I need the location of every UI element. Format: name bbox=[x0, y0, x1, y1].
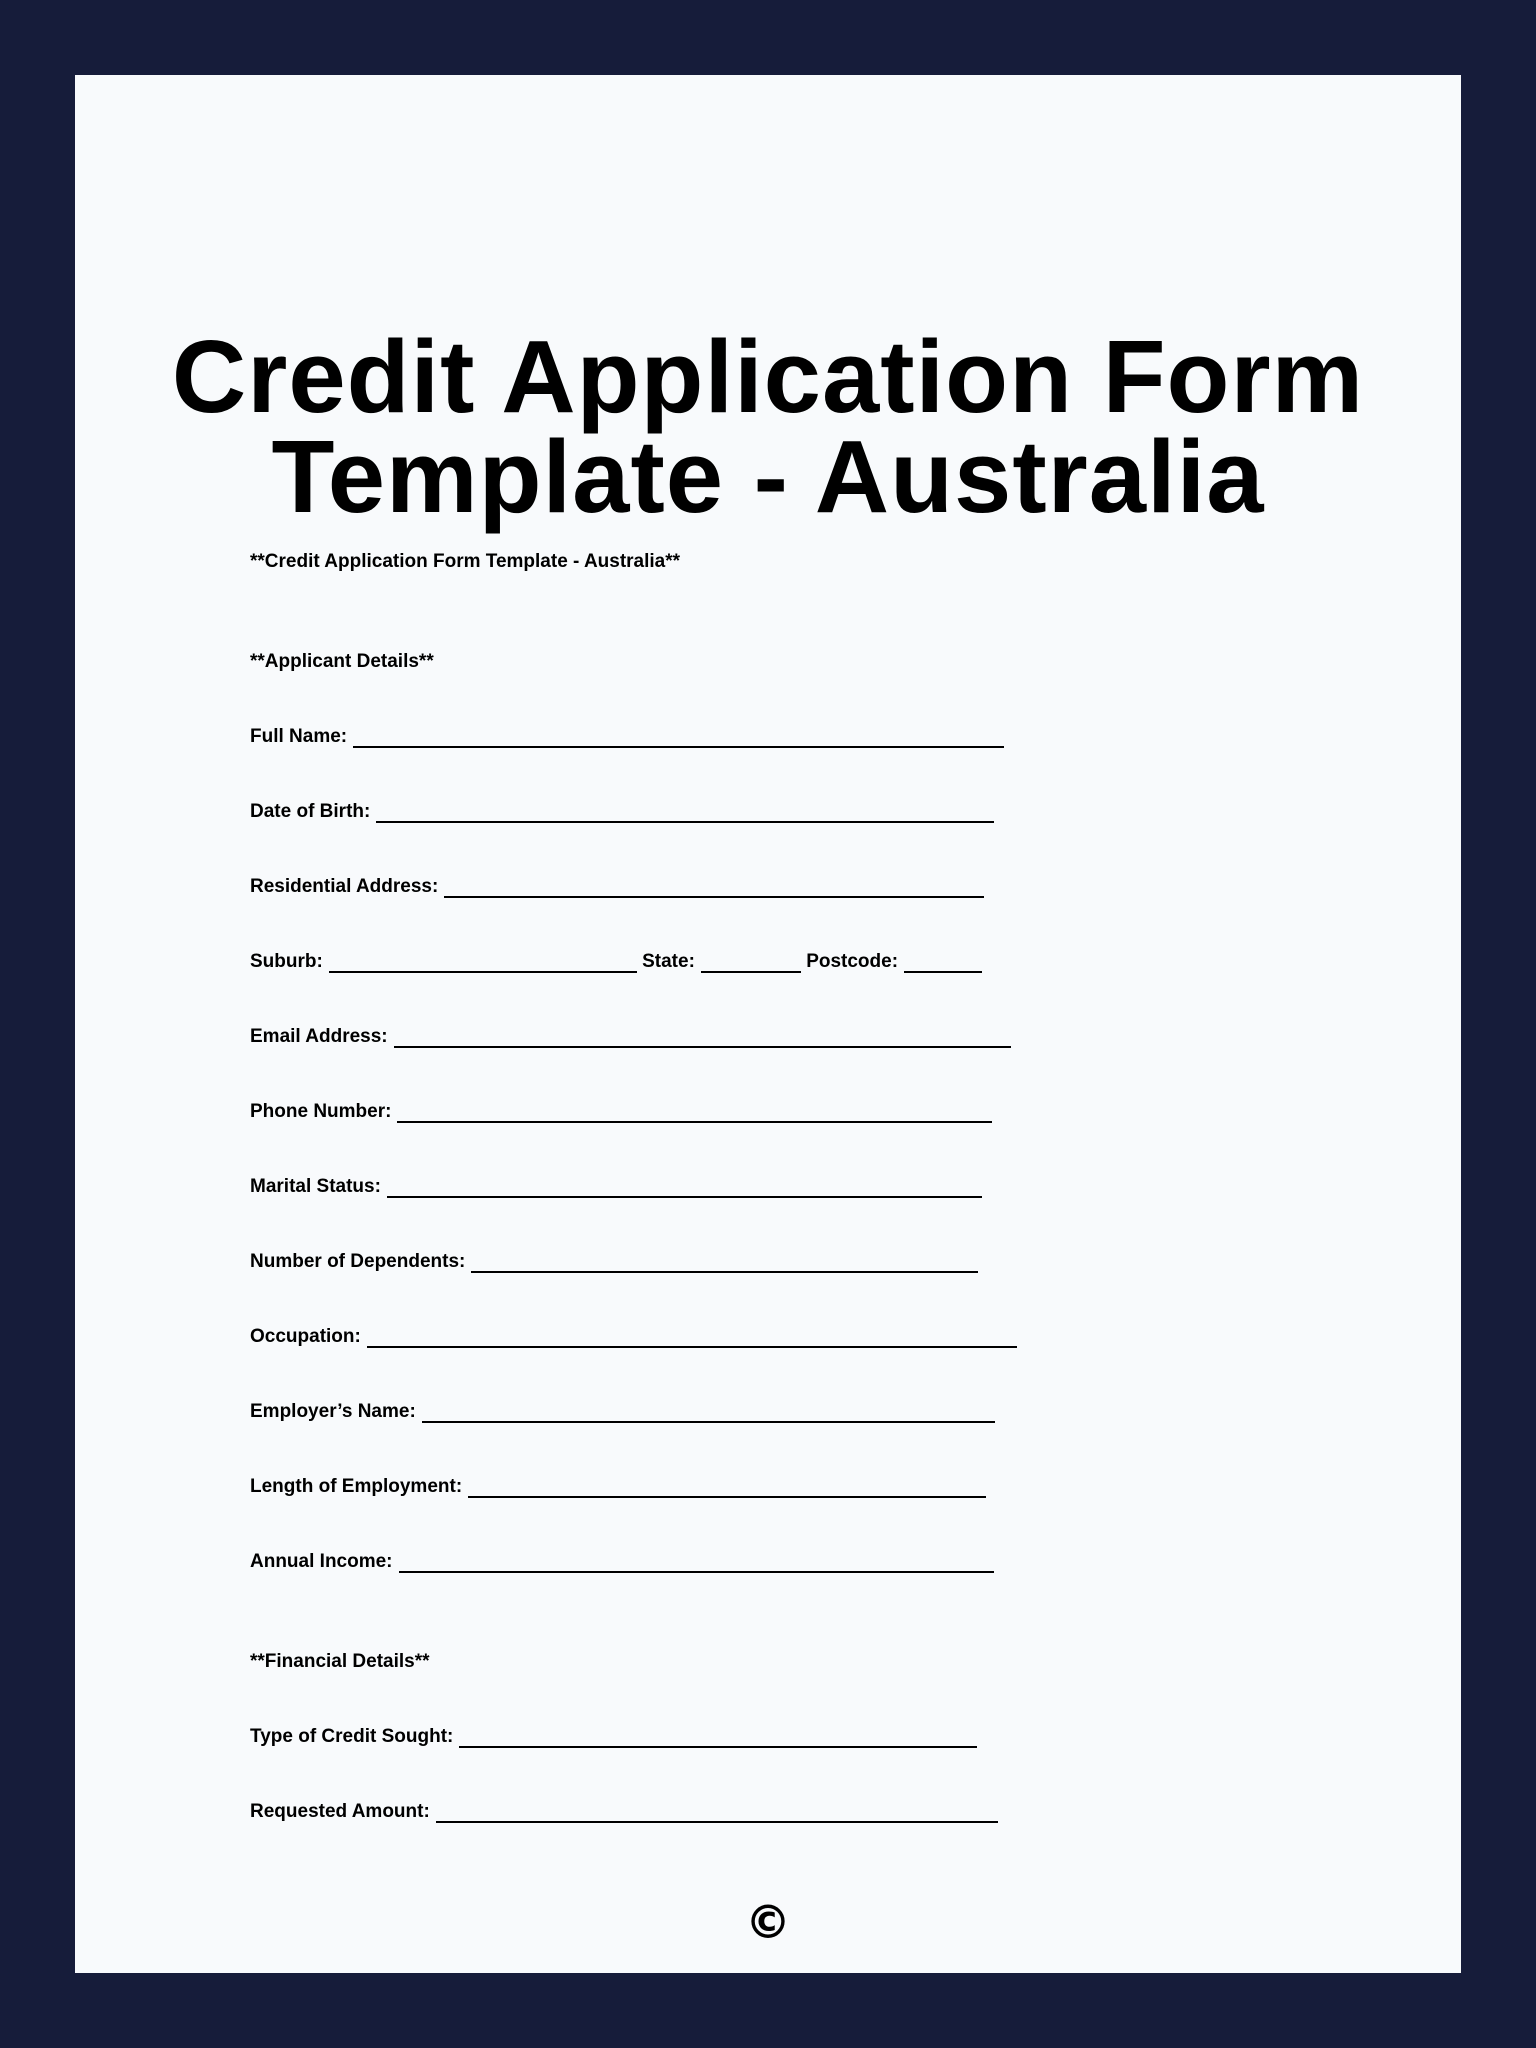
annual-income-field[interactable] bbox=[250, 1551, 994, 1573]
page-title-line-2: Template - Australia bbox=[271, 419, 1265, 534]
suburb-state-postcode-row bbox=[250, 951, 982, 973]
document-page bbox=[75, 75, 1461, 1973]
section-heading-financial: **Financial Details** bbox=[250, 1651, 430, 1672]
type-of-credit-sought-field[interactable] bbox=[250, 1726, 977, 1748]
number-of-dependents-blank[interactable] bbox=[471, 1253, 978, 1273]
suburb-blank[interactable] bbox=[329, 953, 637, 973]
email-address-blank[interactable] bbox=[394, 1028, 1011, 1048]
email-address-label: Email Address: bbox=[250, 1026, 388, 1047]
page-title-line-1: Credit Application Form bbox=[171, 319, 1365, 434]
residential-address-field[interactable] bbox=[250, 876, 984, 898]
section-heading-applicant: **Applicant Details** bbox=[250, 651, 434, 672]
annual-income-blank[interactable] bbox=[399, 1553, 994, 1573]
requested-amount-blank[interactable] bbox=[436, 1803, 998, 1823]
marital-status-blank[interactable] bbox=[387, 1178, 982, 1198]
postcode-blank[interactable] bbox=[904, 953, 982, 973]
page-title bbox=[75, 319, 1461, 534]
full-name-blank[interactable] bbox=[353, 728, 1004, 748]
marital-status-label: Marital Status: bbox=[250, 1176, 381, 1197]
annual-income-label: Annual Income: bbox=[250, 1551, 393, 1572]
occupation-blank[interactable] bbox=[367, 1328, 1017, 1348]
phone-number-field[interactable] bbox=[250, 1101, 992, 1123]
date-of-birth-blank[interactable] bbox=[376, 803, 994, 823]
type-of-credit-sought-label: Type of Credit Sought: bbox=[250, 1726, 454, 1747]
requested-amount-label: Requested Amount: bbox=[250, 1801, 430, 1822]
number-of-dependents-field[interactable] bbox=[250, 1251, 978, 1273]
phone-number-label: Phone Number: bbox=[250, 1101, 392, 1122]
requested-amount-field[interactable] bbox=[250, 1801, 998, 1823]
employers-name-blank[interactable] bbox=[422, 1403, 995, 1423]
residential-address-blank[interactable] bbox=[444, 878, 984, 898]
state-label: State: bbox=[642, 951, 695, 972]
employers-name-field[interactable] bbox=[250, 1401, 995, 1423]
type-of-credit-sought-blank[interactable] bbox=[459, 1728, 977, 1748]
state-blank[interactable] bbox=[701, 953, 801, 973]
full-name-label: Full Name: bbox=[250, 726, 348, 747]
phone-number-blank[interactable] bbox=[397, 1103, 992, 1123]
length-of-employment-field[interactable] bbox=[250, 1476, 986, 1498]
occupation-label: Occupation: bbox=[250, 1326, 361, 1347]
date-of-birth-field[interactable] bbox=[250, 801, 994, 823]
employers-name-label: Employer’s Name: bbox=[250, 1401, 416, 1422]
marital-status-field[interactable] bbox=[250, 1176, 982, 1198]
residential-address-label: Residential Address: bbox=[250, 876, 439, 897]
length-of-employment-blank[interactable] bbox=[468, 1478, 986, 1498]
form-subtitle: **Credit Application Form Template - Australia** bbox=[250, 551, 681, 572]
copyright-symbol: © bbox=[745, 1895, 791, 1949]
date-of-birth-label: Date of Birth: bbox=[250, 801, 371, 822]
suburb-label: Suburb: bbox=[250, 951, 323, 972]
length-of-employment-label: Length of Employment: bbox=[250, 1476, 463, 1497]
postcode-label: Postcode: bbox=[806, 951, 899, 972]
email-address-field[interactable] bbox=[250, 1026, 1011, 1048]
number-of-dependents-label: Number of Dependents: bbox=[250, 1251, 466, 1272]
occupation-field[interactable] bbox=[250, 1326, 1017, 1348]
full-name-field[interactable] bbox=[250, 726, 1004, 748]
